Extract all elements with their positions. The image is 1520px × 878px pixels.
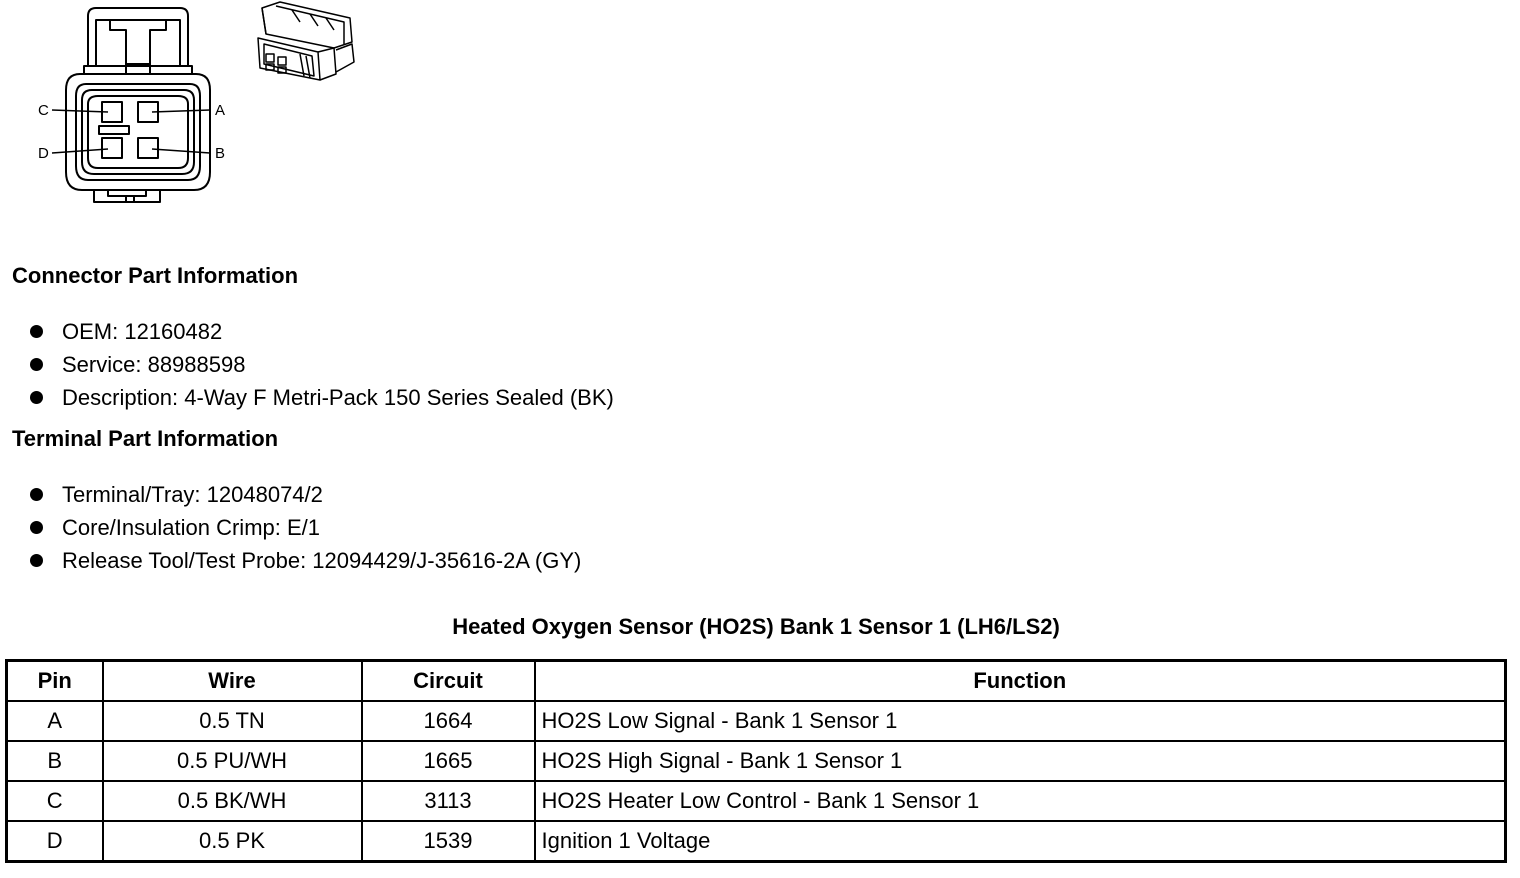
bullet-icon <box>30 521 43 534</box>
leader-a <box>152 110 210 112</box>
cell-function: Ignition 1 Voltage <box>535 821 1506 862</box>
terminal-info-heading: Terminal Part Information <box>12 426 279 451</box>
column-header-wire: Wire <box>103 661 362 702</box>
connector-description: Description: 4-Way F Metri-Pack 150 Series Sealed (BK) <box>62 385 614 410</box>
leader-b <box>152 149 210 153</box>
table-header-row <box>7 661 1506 702</box>
connector-latch <box>88 8 188 66</box>
list-item <box>30 381 614 414</box>
column-header-circuit: Circuit <box>362 661 535 702</box>
pin-label-a: A <box>215 102 226 119</box>
terminal-tray: Terminal/Tray: 12048074/2 <box>62 482 323 507</box>
bullet-icon <box>30 488 43 501</box>
list-item <box>30 544 581 577</box>
list-item <box>30 511 581 544</box>
cell-pin: A <box>7 701 103 741</box>
cell-function: HO2S High Signal - Bank 1 Sensor 1 <box>535 741 1506 781</box>
cell-circuit: 1539 <box>362 821 535 862</box>
table-row <box>7 741 1506 781</box>
terminal-release-tool: Release Tool/Test Probe: 12094429/J-35616-2A (GY) <box>62 548 582 573</box>
list-item <box>30 315 614 348</box>
bullet-icon <box>30 554 43 567</box>
cell-function: HO2S Heater Low Control - Bank 1 Sensor 1 <box>535 781 1506 821</box>
cell-wire: 0.5 TN <box>103 701 362 741</box>
connector-diagram <box>0 0 380 220</box>
list-item <box>30 348 614 381</box>
column-header-function: Function <box>535 661 1506 702</box>
connector-iso-view <box>258 2 354 80</box>
pin-label-c: C <box>38 102 49 119</box>
terminal-info-list <box>30 478 581 577</box>
cell-wire: 0.5 PU/WH <box>103 741 362 781</box>
cavity-b <box>138 138 158 158</box>
table-title: Heated Oxygen Sensor (HO2S) Bank 1 Sensor 1 (LH6/LS2) <box>452 614 1060 639</box>
cell-circuit: 3113 <box>362 781 535 821</box>
pin-label-d: D <box>38 145 49 162</box>
cell-function: HO2S Low Signal - Bank 1 Sensor 1 <box>535 701 1506 741</box>
cell-wire: 0.5 PK <box>103 821 362 862</box>
cavity-d <box>102 138 122 158</box>
connector-info-list <box>30 315 614 414</box>
cell-pin: D <box>7 821 103 862</box>
table-row <box>7 781 1506 821</box>
cell-pin: B <box>7 741 103 781</box>
bullet-icon <box>30 391 43 404</box>
cell-wire: 0.5 BK/WH <box>103 781 362 821</box>
bullet-icon <box>30 358 43 371</box>
pin-table <box>5 659 1507 863</box>
connector-info-heading: Connector Part Information <box>12 263 299 288</box>
connector-oem: OEM: 12160482 <box>62 319 223 344</box>
terminal-crimp: Core/Insulation Crimp: E/1 <box>62 515 320 540</box>
connector-service: Service: 88988598 <box>62 352 246 377</box>
column-header-pin: Pin <box>7 661 103 702</box>
bullet-icon <box>30 325 43 338</box>
leader-d <box>52 149 108 153</box>
connector-key <box>99 126 129 134</box>
table-row <box>7 701 1506 741</box>
cell-circuit: 1665 <box>362 741 535 781</box>
table-row <box>7 821 1506 862</box>
leader-c <box>52 110 108 112</box>
cell-pin: C <box>7 781 103 821</box>
pin-label-b: B <box>215 145 226 162</box>
list-item <box>30 478 581 511</box>
cell-circuit: 1664 <box>362 701 535 741</box>
